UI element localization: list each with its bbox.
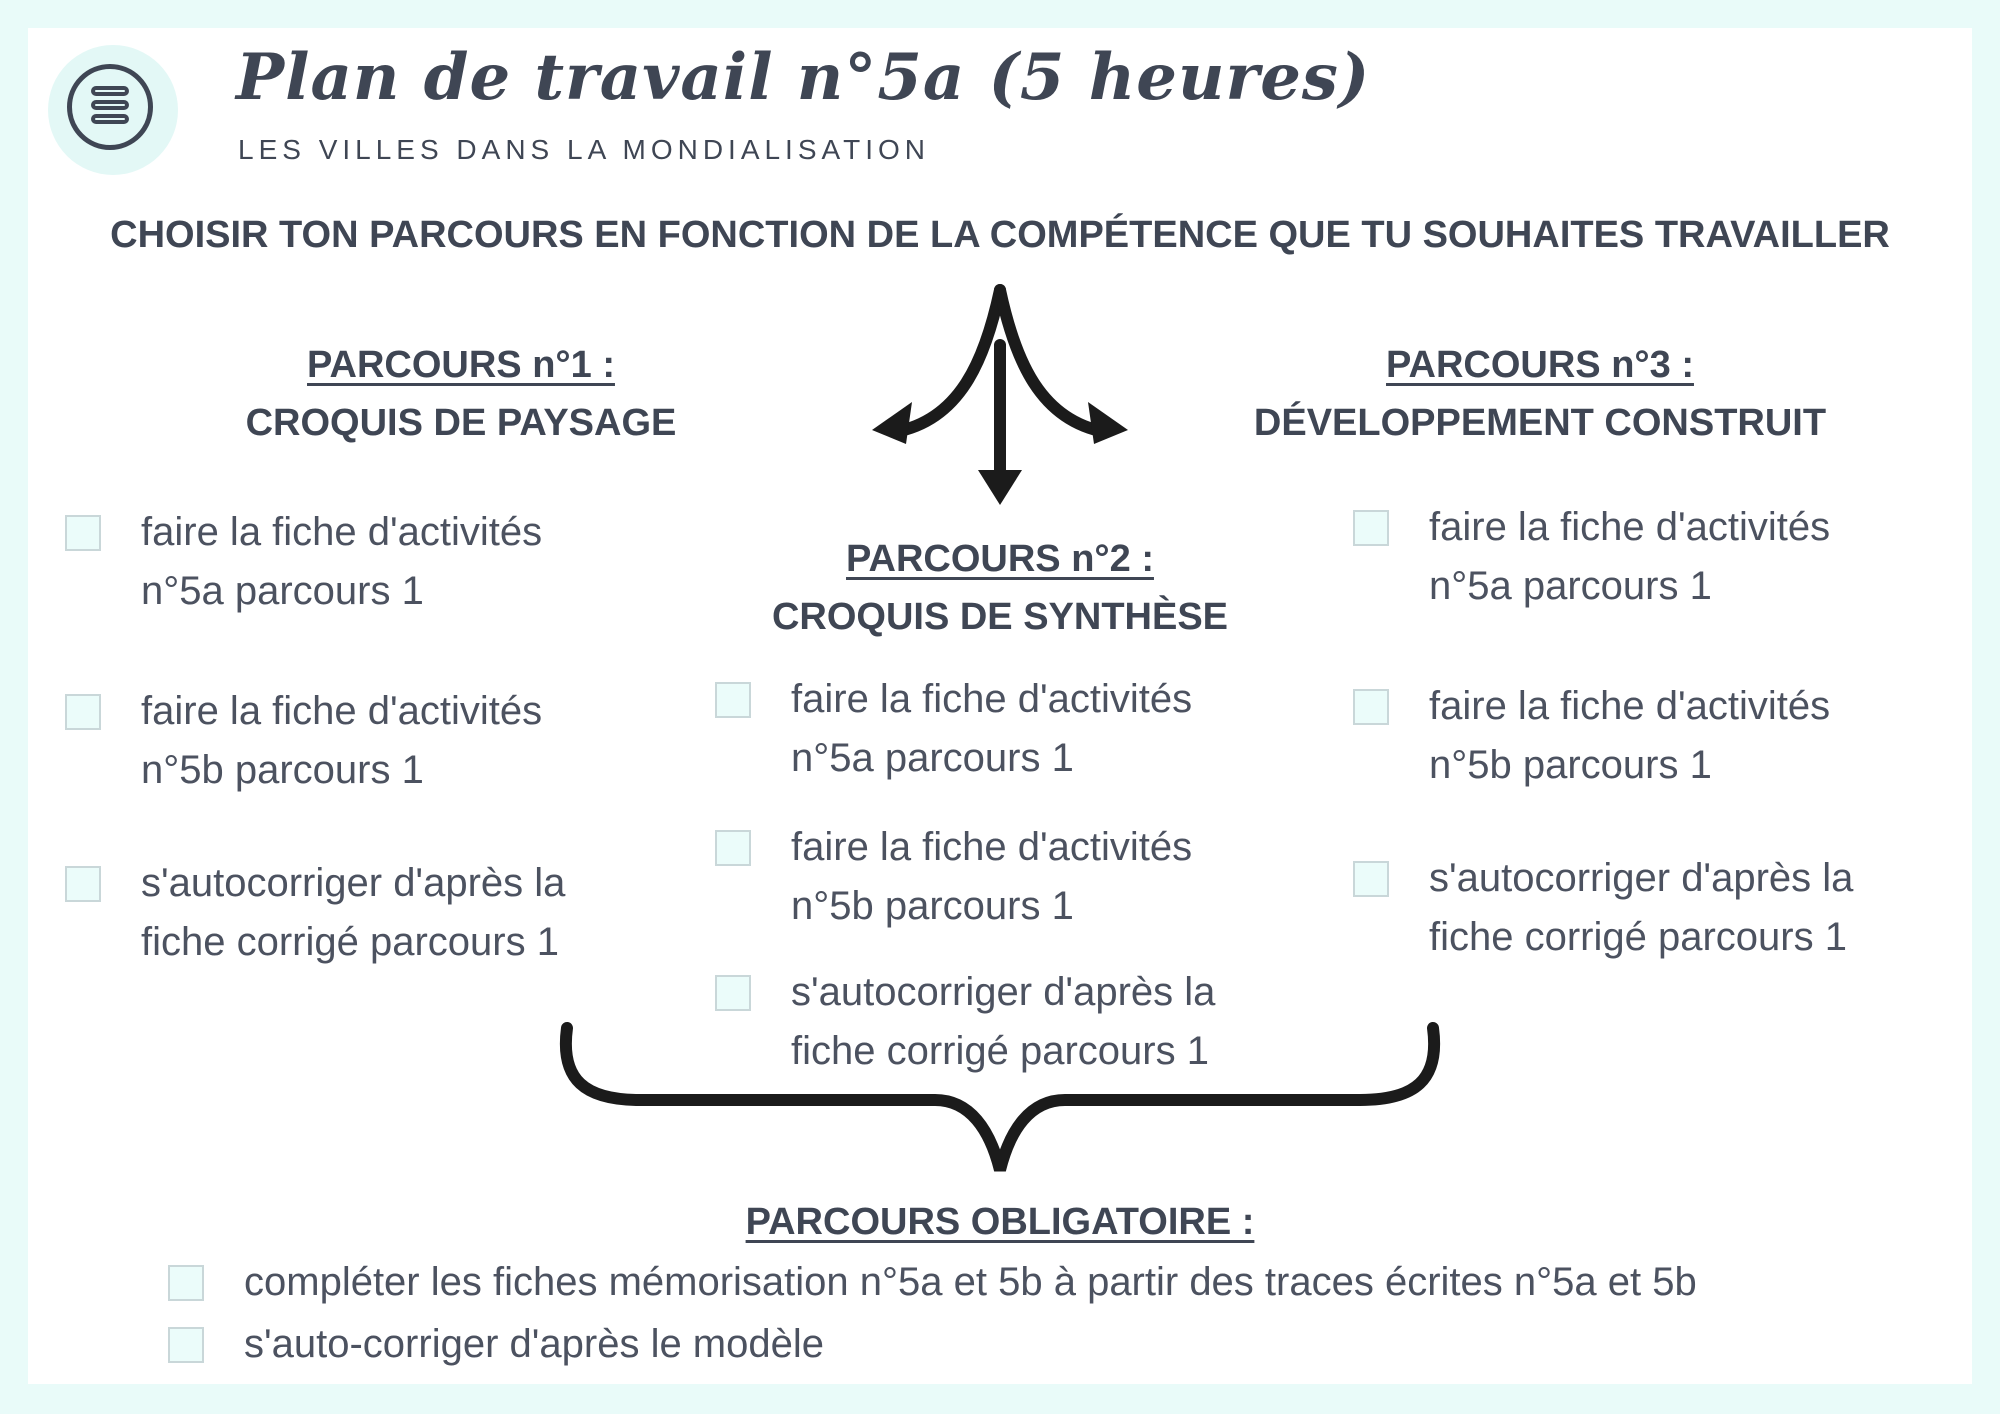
checkbox[interactable]	[715, 975, 751, 1011]
parcours-1-task: faire la fiche d'activités n°5a parcours 1	[65, 503, 542, 621]
right-arrow-head	[1088, 402, 1128, 444]
instruction-heading: CHOISIR TON PARCOURS EN FONCTION DE LA COMPÉTENCE QUE TU SOUHAITES TRAVAILLER	[110, 214, 1890, 256]
checkbox[interactable]	[65, 694, 101, 730]
parcours-1-heading	[168, 336, 754, 452]
obligatoire-task: compléter les fiches mémorisation n°5a et 5b à partir des traces écrites n°5a et 5b	[168, 1253, 1697, 1312]
page-title: Plan de travail n°5a (5 heures)	[236, 40, 1371, 115]
checkbox[interactable]	[1353, 689, 1389, 725]
parcours-1-subtitle: CROQUIS DE PAYSAGE	[245, 402, 677, 444]
parcours-1-task: faire la fiche d'activités n°5b parcours 1	[65, 682, 542, 800]
parcours-3-task: faire la fiche d'activités n°5a parcours 1	[1353, 498, 1830, 616]
checkbox[interactable]	[1353, 510, 1389, 546]
checkbox[interactable]	[168, 1327, 204, 1363]
checkbox[interactable]	[715, 682, 751, 718]
parcours-2-task: faire la fiche d'activités n°5a parcours 1	[715, 670, 1192, 788]
checkbox[interactable]	[65, 515, 101, 551]
parcours-2-task: s'autocorriger d'après la fiche corrigé parcours 1	[715, 963, 1215, 1081]
checkbox[interactable]	[168, 1265, 204, 1301]
parcours-3-subtitle: DÉVELOPPEMENT CONSTRUIT	[1253, 402, 1827, 444]
parcours-1-task: s'autocorriger d'après la fiche corrigé parcours 1	[65, 854, 565, 972]
parcours-2-title: PARCOURS n°2 :	[846, 538, 1154, 580]
page-subtitle: LES VILLES DANS LA MONDIALISATION	[238, 134, 930, 165]
checkbox[interactable]	[1353, 861, 1389, 897]
parcours-1-title: PARCOURS n°1 :	[307, 344, 615, 386]
parcours-2-subtitle: CROQUIS DE SYNTHÈSE	[771, 596, 1229, 638]
left-arrow-head	[872, 402, 912, 444]
parcours-3-task: s'autocorriger d'après la fiche corrigé parcours 1	[1353, 849, 1853, 967]
checkbox[interactable]	[715, 830, 751, 866]
parcours-obligatoire-heading	[600, 1193, 1400, 1251]
parcours-2-heading	[700, 530, 1300, 646]
parcours-3-task: faire la fiche d'activités n°5b parcours 1	[1353, 677, 1830, 795]
parcours-3-title: PARCOURS n°3 :	[1386, 344, 1694, 386]
parcours-3-heading	[1175, 336, 1905, 452]
down-arrow-head	[978, 470, 1022, 505]
parcours-obligatoire-title: PARCOURS OBLIGATOIRE :	[745, 1201, 1255, 1243]
checkbox[interactable]	[65, 866, 101, 902]
parcours-2-task: faire la fiche d'activités n°5b parcours 1	[715, 818, 1192, 936]
obligatoire-task: s'auto-corriger d'après le modèle	[168, 1315, 824, 1374]
